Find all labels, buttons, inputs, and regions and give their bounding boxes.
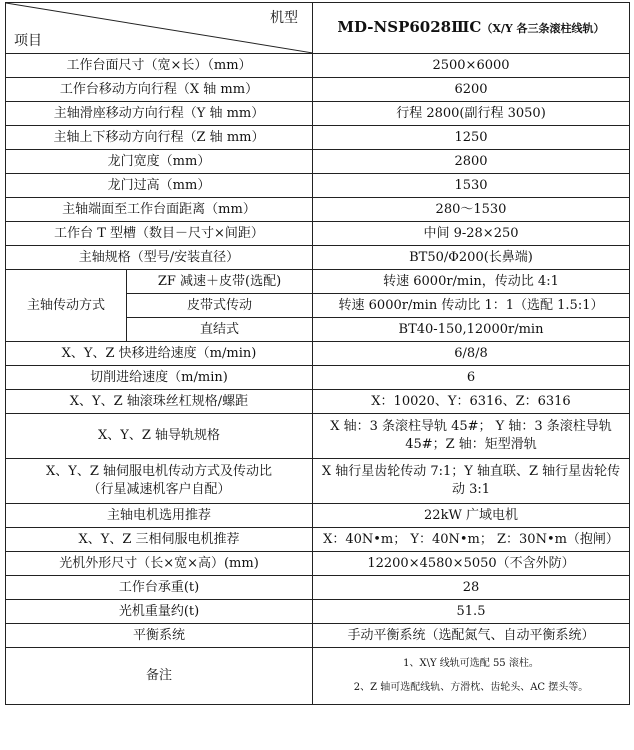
table-row bbox=[6, 600, 630, 624]
row-label: 工作台承重(t) bbox=[6, 576, 313, 600]
row-value: 1530 bbox=[313, 174, 630, 198]
drive-label: 主轴传动方式 bbox=[6, 270, 127, 342]
header-row bbox=[6, 3, 630, 54]
drive-sub-label: 皮带式传动 bbox=[127, 294, 313, 318]
spec-table bbox=[5, 2, 630, 705]
row-label: 龙门过高（mm） bbox=[6, 174, 313, 198]
row-value: 行程 2800(副行程 3050) bbox=[313, 102, 630, 126]
table-row bbox=[6, 54, 630, 78]
model-note: （X/Y 各三条滚柱线轨） bbox=[481, 22, 605, 35]
row-value: 12200×4580×5050（不含外防） bbox=[313, 552, 630, 576]
table-row bbox=[6, 414, 630, 459]
servo-drive-label-line1: X、Y、Z 轴伺服电机传动方式及传动比 bbox=[45, 464, 272, 479]
row-label: 龙门宽度（mm） bbox=[6, 150, 313, 174]
header-diagonal-cell bbox=[6, 3, 313, 54]
table-row bbox=[6, 270, 630, 294]
row-label: 主轴电机选用推荐 bbox=[6, 504, 313, 528]
table-row bbox=[6, 246, 630, 270]
row-label: 平衡系统 bbox=[6, 624, 313, 648]
servo-drive-value: X 轴行星齿轮传动 7:1；Y 轴直联、Z 轴行星齿轮传动 3:1 bbox=[313, 459, 630, 504]
row-label: 主轴规格（型号/安装直径） bbox=[6, 246, 313, 270]
table-row bbox=[6, 150, 630, 174]
table-row bbox=[6, 174, 630, 198]
drive-sub-value: BT40-150,12000r/min bbox=[313, 318, 630, 342]
row-value: 2800 bbox=[313, 150, 630, 174]
table-row bbox=[6, 342, 630, 366]
table-row bbox=[6, 624, 630, 648]
row-value: 51.5 bbox=[313, 600, 630, 624]
table-row bbox=[6, 552, 630, 576]
row-value: BT50/Φ200(长鼻端) bbox=[313, 246, 630, 270]
table-row bbox=[6, 648, 630, 705]
table-row bbox=[6, 126, 630, 150]
drive-sub-value: 转速 6000r/min，传动比 4:1 bbox=[313, 270, 630, 294]
drive-sub-label: ZF 减速＋皮带(选配) bbox=[127, 270, 313, 294]
table-row bbox=[6, 78, 630, 102]
notes-label: 备注 bbox=[6, 648, 313, 705]
row-value: 1250 bbox=[313, 126, 630, 150]
guide-value: X 轴：3 条滚柱导轨 45#； Y 轴：3 条滚柱导轨 45#；Z 轴：矩型滑轨 bbox=[313, 414, 630, 459]
row-label: 工作台面尺寸（宽×长）（mm） bbox=[6, 54, 313, 78]
servo-drive-label-line2: （行星减速机客户自配） bbox=[87, 482, 231, 497]
drive-sub-value: 转速 6000r/min 传动比 1：1（选配 1.5:1） bbox=[313, 294, 630, 318]
model-header-label: 机型 bbox=[270, 10, 298, 26]
servo-drive-label bbox=[6, 459, 313, 504]
diagonal-line bbox=[6, 3, 313, 53]
row-value: 22kW 广域电机 bbox=[313, 504, 630, 528]
row-value: 6200 bbox=[313, 78, 630, 102]
row-value: X：40N•m； Y：40N•m； Z：30N•m（抱闸） bbox=[313, 528, 630, 552]
item-header-label: 项目 bbox=[14, 33, 42, 49]
guide-label: X、Y、Z 轴导轨规格 bbox=[6, 414, 313, 459]
row-label: 主轴上下移动方向行程（Z 轴 mm） bbox=[6, 126, 313, 150]
table-row bbox=[6, 576, 630, 600]
row-label: X、Y、Z 快移进给速度（m/min) bbox=[6, 342, 313, 366]
row-value: 手动平衡系统（选配氮气、自动平衡系统） bbox=[313, 624, 630, 648]
row-value: 中间 9-28×250 bbox=[313, 222, 630, 246]
row-value: 6/8/8 bbox=[313, 342, 630, 366]
row-label: X、Y、Z 轴滚珠丝杠规格/螺距 bbox=[6, 390, 313, 414]
row-label: 光机外形尺寸（长×宽×高）(mm) bbox=[6, 552, 313, 576]
row-value: 28 bbox=[313, 576, 630, 600]
table-row bbox=[6, 528, 630, 552]
row-value: 2500×6000 bbox=[313, 54, 630, 78]
row-label: 切削进给速度（m/min) bbox=[6, 366, 313, 390]
table-row bbox=[6, 366, 630, 390]
drive-sub-label: 直结式 bbox=[127, 318, 313, 342]
notes-line-1: 1、X\Y 线轨可选配 55 滚柱。 bbox=[403, 658, 539, 669]
model-name: MD-NSP6028ⅢC bbox=[337, 18, 482, 36]
table-row bbox=[6, 222, 630, 246]
row-label: 工作台 T 型槽（数目－尺寸×间距） bbox=[6, 222, 313, 246]
table-row bbox=[6, 504, 630, 528]
row-label: 光机重量约(t) bbox=[6, 600, 313, 624]
row-value: X：10020、Y：6316、Z：6316 bbox=[313, 390, 630, 414]
notes-line-2: 2、Z 轴可选配线轨、方滑枕、齿轮头、AC 摆头等。 bbox=[353, 682, 589, 693]
row-label: 主轴端面至工作台面距离（mm） bbox=[6, 198, 313, 222]
table-row bbox=[6, 102, 630, 126]
table-row bbox=[6, 198, 630, 222]
row-label: X、Y、Z 三相伺服电机推荐 bbox=[6, 528, 313, 552]
model-title-cell bbox=[313, 3, 630, 54]
table-row bbox=[6, 390, 630, 414]
row-value: 280～1530 bbox=[313, 198, 630, 222]
row-label: 主轴滑座移动方向行程（Y 轴 mm） bbox=[6, 102, 313, 126]
notes-value bbox=[313, 648, 630, 705]
row-value: 6 bbox=[313, 366, 630, 390]
table-row bbox=[6, 459, 630, 504]
row-label: 工作台移动方向行程（X 轴 mm） bbox=[6, 78, 313, 102]
